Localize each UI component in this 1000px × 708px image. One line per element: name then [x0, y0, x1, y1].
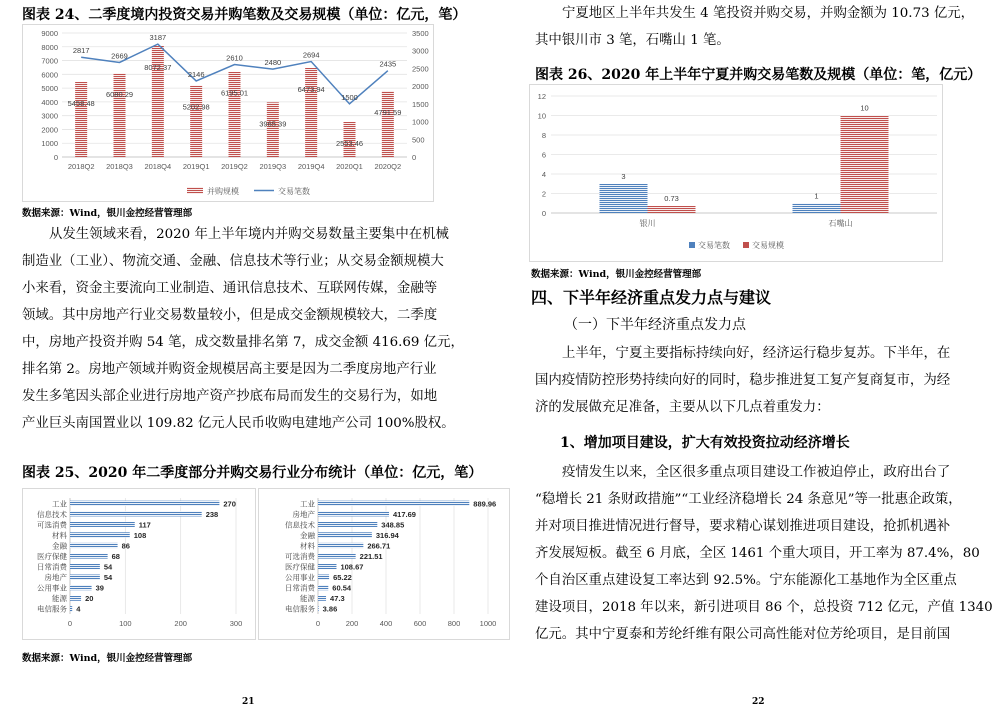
bar-医疗保健	[318, 564, 336, 569]
bar-可选消费	[70, 522, 135, 527]
bar-value-label: 4	[76, 604, 81, 614]
x-tick-label: 200	[345, 619, 359, 628]
line-value-label: 2146	[187, 69, 205, 79]
x-tick-label: 1000	[479, 619, 497, 628]
y-tick-label-left: 4000	[41, 97, 58, 107]
bar-value-label: 5458.48	[67, 98, 95, 108]
category-label: 公用事业	[37, 583, 67, 593]
text-line: 济的发展做充足准备，主要从以下几点着重发力：	[535, 400, 830, 415]
chart-fig25-amount	[258, 488, 510, 640]
text-line: 产业巨头南国置业以 109.82 亿元人民币收购电建地产公司 100%股权。	[22, 416, 455, 431]
category-label: 医疗保健	[285, 562, 315, 572]
figure-25-title: 图表 25、2020 年二季度部分并购交易行业分布统计（单位：亿元，笔）	[22, 465, 483, 481]
bar-工业	[318, 501, 469, 506]
bar-value-label: 316.94	[375, 530, 399, 540]
y-tick-label-right: 3000	[412, 46, 429, 56]
x-tick-label: 2019Q4	[297, 162, 325, 171]
figure-25-source: 数据来源：Wind，银川金控经营管理部	[22, 653, 193, 664]
chart-fig26	[529, 84, 943, 262]
bar-value-label: 68	[111, 552, 120, 561]
category-label: 能源	[52, 594, 67, 604]
x-tick-label: 石嘴山	[828, 219, 853, 228]
category-label: 公用事业	[285, 573, 315, 583]
bar-value-label: 270	[223, 499, 236, 509]
x-tick-label: 200	[174, 619, 187, 628]
bar-银川-交易笔数	[600, 184, 648, 213]
bar-材料	[318, 543, 363, 548]
category-label: 日常消费	[285, 583, 315, 593]
bar-value-label: 6080.29	[105, 90, 134, 100]
bar-value-label: 6473.94	[297, 84, 325, 94]
page-number-right: 22	[752, 697, 765, 707]
y-tick-label-left: 2000	[41, 125, 58, 135]
right-intro-paragraph	[535, 0, 974, 54]
bar-value-label: 86	[121, 541, 130, 551]
bar-value-label: 6195.01	[220, 88, 249, 98]
bar-value-label: 5202.98	[182, 102, 210, 112]
y-tick-label-right: 2500	[412, 64, 429, 74]
bar-value-label: 1	[814, 191, 819, 201]
y-tick-label-right: 500	[412, 135, 425, 145]
y-tick-label-left: 3000	[41, 111, 58, 121]
bar-2019Q4	[305, 68, 317, 157]
x-tick-label: 银川	[639, 219, 656, 228]
y-tick-label-left: 7000	[41, 56, 58, 66]
bar-value-label: 117	[138, 520, 151, 530]
chart-fig24	[22, 24, 434, 202]
category-label: 信息技术	[285, 520, 315, 530]
bar-日常消费	[70, 564, 100, 569]
figure-26-source: 数据来源：Wind，银川金控经营管理部	[531, 269, 702, 280]
bar-医疗保健	[70, 553, 108, 558]
x-tick-label: 800	[447, 619, 461, 628]
text-line: 小来看，资金主要流向工业制造、通讯信息技术、互联网传媒，金融等	[22, 281, 438, 296]
bar-value-label: 889.96	[473, 499, 497, 509]
bar-value-label: 39	[95, 583, 104, 593]
bar-value-label: 3965.39	[259, 119, 287, 129]
x-tick-label: 2018Q3	[106, 162, 133, 171]
legend-swatch-bar	[187, 187, 203, 194]
category-label: 医疗保健	[37, 552, 67, 561]
legend-amount-label: 交易规模	[752, 241, 784, 250]
legend-bar-label: 并购规模	[207, 187, 239, 196]
category-label: 可选消费	[285, 552, 315, 561]
bar-value-label: 221.51	[359, 552, 383, 561]
category-label: 房地产	[292, 509, 315, 519]
text-line: “稳增长 21 条财政措施”“工业经济稳增长 24 条意见”等一批惠企政策，	[535, 492, 962, 507]
bar-value-label: 4791.59	[374, 107, 402, 117]
page-number-left: 21	[242, 697, 255, 707]
x-tick-label: 600	[413, 619, 427, 628]
x-tick-label: 0	[67, 619, 73, 628]
subsection-heading-1: （一）下半年经济重点发力点	[564, 317, 746, 333]
chart-fig25-count	[22, 488, 256, 640]
y-tick-label-left: 8000	[41, 42, 58, 52]
legend-swatch-amount	[743, 242, 749, 248]
bar-日常消费	[318, 585, 328, 590]
category-label: 房地产	[44, 573, 67, 583]
bar-2018Q2	[75, 82, 87, 157]
bar-value-label: 266.71	[367, 541, 391, 551]
x-tick-label: 2020Q1	[336, 162, 363, 171]
right-body-paragraph-2	[535, 459, 993, 648]
text-line: 齐发展短板。截至 6 月底，全区 1461 个重大项目，开工率为 87.4%，80	[535, 546, 980, 561]
text-line: 中，房地产投资并购 54 笔，成交数量排名第 7，成交金额 416.69 亿元，	[22, 335, 464, 350]
subsection-heading-1-1: 1、增加项目建设，扩大有效投资拉动经济增长	[560, 435, 850, 451]
y-tick-label-right: 3500	[412, 29, 429, 38]
category-label: 金融	[300, 530, 315, 540]
text-line: 发生多笔因头部企业进行房地产资产抄底布局而发生的交易行为，如地	[22, 389, 438, 404]
category-label: 日常消费	[37, 562, 67, 572]
y-tick-label: 0	[541, 209, 546, 218]
category-label: 金融	[52, 541, 67, 551]
x-tick-label: 100	[119, 619, 132, 628]
bar-金融	[318, 532, 372, 537]
bar-能源	[318, 596, 326, 601]
text-line: 并对项目推进情况进行督导，要求精心谋划推进项目建设，抢抓机遇补	[535, 519, 951, 534]
x-tick-label: 2018Q4	[144, 162, 172, 171]
line-value-label: 2435	[379, 59, 397, 69]
y-tick-label-left: 5000	[41, 84, 58, 94]
bar-value-label: 54	[103, 562, 113, 572]
x-tick-label: 0	[315, 619, 321, 628]
bar-2020Q2	[382, 91, 394, 157]
category-label: 电信服务	[285, 604, 315, 614]
x-tick-label: 2018Q2	[67, 162, 95, 171]
y-tick-label: 8	[541, 131, 546, 140]
figure-24-source: 数据来源：Wind，银川金控经营管理部	[22, 208, 193, 219]
category-label: 材料	[300, 541, 315, 551]
bar-能源	[70, 596, 81, 601]
bar-value-label: 60.54	[332, 583, 352, 593]
line-value-label: 3187	[149, 33, 167, 43]
category-label: 能源	[300, 594, 315, 604]
right-body-paragraph-1	[535, 340, 950, 421]
bar-公用事业	[318, 574, 329, 579]
x-tick-label: 300	[229, 619, 243, 628]
text-line: 疫情发生以来，全区很多重点项目建设工作被迫停止，政府出台了	[562, 465, 951, 480]
legend-count-label: 交易笔数	[698, 241, 730, 250]
bar-value-label: 47.3	[330, 594, 345, 604]
line-value-label: 2610	[226, 53, 243, 63]
y-tick-label-left: 0	[53, 153, 58, 162]
bar-石嘴山-交易笔数	[793, 203, 841, 213]
y-tick-label-right: 1500	[412, 99, 429, 109]
line-value-label: 1500	[341, 92, 358, 102]
bar-材料	[70, 532, 130, 537]
bar-value-label: 0.73	[664, 193, 679, 203]
bar-value-label: 8072.37	[144, 62, 172, 72]
y-tick-label: 2	[541, 189, 546, 199]
text-line: 制造业（工业）、物流交通、金融、信息技术等行业；从交易金额规模大	[22, 254, 444, 269]
bar-公用事业	[70, 585, 92, 590]
text-line: 上半年，宁夏主要指标持续向好，经济运行稳步复苏。下半年，在	[562, 346, 951, 361]
category-label: 工业	[52, 499, 67, 509]
line-value-label: 2669	[111, 51, 128, 61]
bar-value-label: 417.69	[393, 509, 416, 519]
bar-电信服务	[70, 606, 72, 611]
category-label: 电信服务	[37, 604, 67, 614]
y-tick-label: 4	[541, 170, 546, 179]
x-axis-ticks	[68, 162, 401, 171]
bar-2019Q2	[229, 72, 241, 157]
bar-信息技术	[318, 522, 377, 527]
text-line: 领域。其中房地产行业交易数量较小，但是成交金额规模较大，二季度	[22, 308, 438, 323]
line-value-label: 2694	[302, 50, 320, 60]
bar-2018Q3	[114, 73, 126, 157]
bar-房地产	[318, 511, 389, 516]
x-tick-label: 2019Q1	[182, 162, 210, 171]
text-line: 建设项目，2018 年以来，新引进项目 86 个，总投资 712 亿元，产值 1340	[535, 600, 993, 615]
bar-2019Q1	[190, 85, 202, 157]
x-tick-label: 2019Q3	[259, 162, 287, 171]
bar-金融	[70, 543, 118, 548]
category-label: 工业	[300, 499, 315, 509]
category-label: 材料	[52, 530, 67, 540]
y-tick-label-left: 9000	[41, 29, 58, 38]
y-tick-label-right: 1000	[412, 117, 429, 127]
bar-房地产	[70, 574, 100, 579]
bar-value-label: 108	[133, 530, 147, 540]
text-line: 从发生领域来看，2020 年上半年境内并购交易数量主要集中在机械	[49, 227, 449, 242]
y-tick-label-left: 1000	[41, 139, 58, 149]
bar-value-label: 2553.46	[335, 138, 364, 148]
y-tick-label: 12	[537, 92, 546, 101]
y-tick-label: 6	[541, 150, 546, 160]
legend-line-label: 交易笔数	[278, 187, 310, 196]
figure-26-title: 图表 26、2020 年上半年宁夏并购交易笔数及规模（单位：笔，亿元）	[535, 67, 982, 83]
bar-value-label: 348.85	[381, 520, 405, 530]
x-tick-label: 2019Q2	[221, 162, 248, 171]
legend-swatch-count	[689, 242, 695, 248]
bar-电信服务	[318, 606, 319, 611]
bar-value-label: 20	[85, 594, 94, 604]
text-line: 国内疫情防控形势持续向好的同时，稳步推进复工复产复商复市，为经	[535, 373, 951, 388]
bar-value-label: 3	[621, 171, 626, 181]
text-line: 亿元。其中宁夏泰和芳纶纤维有限公司高性能对位芳纶项目，是目前国	[535, 627, 951, 642]
text-line: 其中银川市 3 笔，石嘴山 1 笔。	[535, 33, 730, 48]
bar-value-label: 238	[205, 509, 219, 519]
y-tick-label-right: 2000	[412, 82, 429, 92]
line-value-label: 2817	[72, 46, 90, 56]
left-body-paragraph	[22, 221, 464, 437]
bar-value-label: 54	[103, 573, 113, 583]
bar-石嘴山-交易规模	[841, 116, 889, 214]
y-tick-label-right: 0	[412, 153, 417, 162]
section-heading-4: 四、下半年经济重点发力点与建议	[531, 288, 772, 307]
text-line: 宁夏地区上半年共发生 4 笔投资并购交易，并购金额为 10.73 亿元，	[562, 6, 975, 21]
bar-value-label: 10	[860, 103, 869, 113]
bar-信息技术	[70, 511, 202, 516]
text-line: 个自治区重点建设复工率达到 92.5%。宁东能源化工基地作为全区重点	[535, 573, 957, 588]
bar-银川-交易规模	[648, 206, 696, 213]
text-line: 排名第 2。房地产领域并购资金规模居高主要是因为二季度房地产行业	[22, 362, 437, 377]
y-tick-label: 10	[537, 111, 546, 121]
bar-2019Q3	[267, 102, 279, 157]
bar-可选消费	[318, 553, 356, 558]
category-label: 信息技术	[37, 509, 67, 519]
x-tick-label: 400	[379, 619, 393, 628]
figure-24-title: 图表 24、二季度境内投资交易并购笔数及交易规模（单位：亿元，笔）	[22, 7, 467, 23]
bar-工业	[70, 501, 219, 506]
y-tick-label-left: 6000	[41, 70, 58, 80]
bar-value-label: 3.86	[322, 604, 338, 614]
x-tick-label: 2020Q2	[374, 162, 402, 171]
bar-value-label: 108.67	[340, 562, 364, 572]
line-value-label: 2480	[264, 58, 282, 68]
bar-value-label: 65.22	[333, 573, 352, 583]
category-label: 可选消费	[37, 520, 67, 530]
